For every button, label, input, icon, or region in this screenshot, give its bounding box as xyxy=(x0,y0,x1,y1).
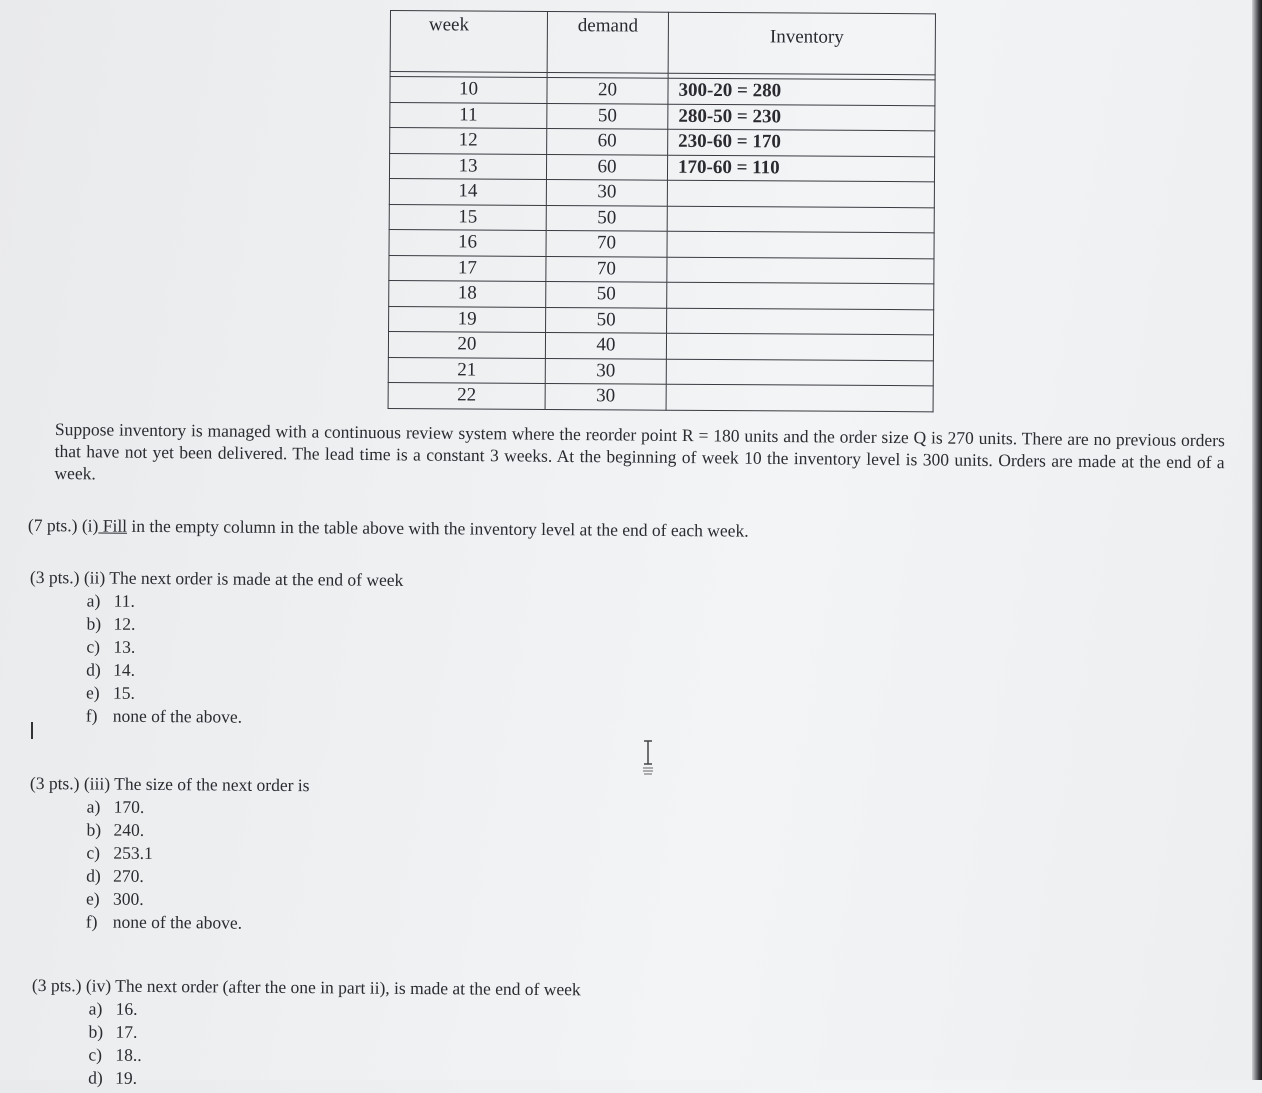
inventory-cell[interactable]: 300-20 = 280 xyxy=(668,78,935,105)
inventory-table-wrapper xyxy=(388,10,936,412)
question-1-fill-word: Fill xyxy=(98,515,128,536)
option-letter: a) xyxy=(86,796,101,817)
question-4-options xyxy=(31,997,581,1093)
week-cell: 22 xyxy=(388,382,545,408)
week-cell: 20 xyxy=(388,331,545,357)
inventory-cell[interactable] xyxy=(667,308,934,335)
question-4-label: (iv) xyxy=(85,975,112,996)
week-cell: 11 xyxy=(390,102,547,128)
option-text: 270. xyxy=(113,865,144,886)
option-letter: f) xyxy=(85,705,98,726)
week-cell: 14 xyxy=(389,178,546,204)
option-item[interactable] xyxy=(86,841,309,866)
screen-edge xyxy=(1252,0,1262,1080)
demand-cell: 40 xyxy=(545,332,666,358)
question-3-text: The size of the next order is xyxy=(114,773,310,796)
demand-cell: 20 xyxy=(547,77,668,103)
table-row xyxy=(390,128,935,157)
week-cell: 10 xyxy=(390,77,547,103)
question-2 xyxy=(29,566,404,730)
problem-statement: Suppose inventory is managed with a continuous review system where the reorder point R = 180 units and the order size Q is 270 units. There are no previous orders that have not yet been delivered. The lead time is a constant 3 weeks. At the beginning of week 10 the inventory level is 300 units. Orders are made at the end of a week. xyxy=(54,418,1225,484)
option-item[interactable] xyxy=(86,818,309,843)
demand-cell: 30 xyxy=(546,179,667,205)
table-row xyxy=(389,178,934,207)
option-letter: f) xyxy=(85,911,98,932)
inventory-cell[interactable] xyxy=(667,206,934,233)
text-cursor xyxy=(31,722,33,739)
option-letter: d) xyxy=(88,1067,103,1088)
option-text: 13. xyxy=(113,636,136,657)
inventory-cell[interactable] xyxy=(666,359,933,386)
inventory-cell[interactable] xyxy=(666,333,933,360)
option-text: 19. xyxy=(115,1067,138,1088)
demand-cell: 30 xyxy=(545,383,666,409)
question-1-label: (i) xyxy=(81,515,99,536)
question-2-points: (3 pts.) xyxy=(29,566,80,588)
demand-cell: 50 xyxy=(546,281,667,307)
option-text: 15. xyxy=(112,682,135,703)
question-3-points: (3 pts.) xyxy=(29,772,80,794)
option-item[interactable] xyxy=(86,658,403,683)
option-item[interactable] xyxy=(86,864,309,889)
table-row xyxy=(389,153,934,182)
inventory-cell[interactable]: 230-60 = 170 xyxy=(668,129,935,156)
demand-cell: 70 xyxy=(546,256,667,282)
week-cell: 15 xyxy=(389,204,546,230)
option-letter: b) xyxy=(88,1021,104,1042)
question-1-points: (7 pts.) xyxy=(27,514,78,536)
option-item[interactable] xyxy=(87,589,404,614)
table-row xyxy=(388,357,933,386)
inventory-cell[interactable]: 280-50 = 230 xyxy=(668,104,935,131)
demand-cell: 30 xyxy=(545,358,666,384)
demand-cell: 50 xyxy=(546,307,667,333)
option-text: 18.. xyxy=(115,1044,142,1065)
option-text: 170. xyxy=(113,796,145,817)
demand-cell: 70 xyxy=(546,230,667,256)
option-item[interactable] xyxy=(86,887,309,912)
question-4-points: (3 pts.) xyxy=(31,974,82,996)
option-letter: b) xyxy=(86,819,102,840)
table-body xyxy=(388,72,935,412)
week-cell: 12 xyxy=(390,128,547,154)
question-3-options xyxy=(29,795,310,935)
header-week: week xyxy=(390,11,547,73)
option-letter: c) xyxy=(88,1044,103,1065)
question-2-text: The next order is made at the end of week xyxy=(109,567,404,590)
inventory-cell[interactable] xyxy=(667,180,934,207)
week-cell: 17 xyxy=(389,255,546,281)
option-letter: d) xyxy=(86,659,101,680)
option-text: none of the above. xyxy=(112,705,243,727)
table-row xyxy=(389,255,934,284)
week-cell: 21 xyxy=(388,357,545,383)
question-1-text: in the empty column in the table above with the inventory level at the end of each week. xyxy=(127,515,749,541)
table-row xyxy=(388,331,933,360)
week-cell: 18 xyxy=(389,280,546,306)
demand-cell: 60 xyxy=(546,154,667,180)
week-cell: 19 xyxy=(389,306,546,332)
option-letter: c) xyxy=(86,842,101,863)
question-4 xyxy=(31,974,581,1093)
option-letter: d) xyxy=(86,865,101,886)
week-cell: 16 xyxy=(389,229,546,255)
inventory-table xyxy=(388,10,936,412)
table-row xyxy=(389,204,934,233)
option-item[interactable] xyxy=(87,795,310,820)
inventory-cell[interactable]: 170-60 = 110 xyxy=(667,155,934,182)
table-header-row xyxy=(390,11,935,75)
option-letter: c) xyxy=(86,636,101,657)
option-text: 11. xyxy=(113,590,136,611)
table-row xyxy=(390,102,935,131)
option-text: none of the above. xyxy=(112,911,243,933)
header-demand: demand xyxy=(547,11,668,73)
option-text: 240. xyxy=(113,819,145,840)
option-letter: a) xyxy=(88,998,103,1019)
question-1 xyxy=(28,514,749,543)
option-text: 17. xyxy=(115,1021,138,1042)
option-text: 12. xyxy=(113,613,136,634)
option-item[interactable] xyxy=(86,910,309,935)
option-item[interactable] xyxy=(86,704,403,729)
question-2-label: (ii) xyxy=(83,567,106,588)
question-3-label: (iii) xyxy=(83,773,111,794)
option-letter: e) xyxy=(85,888,100,909)
option-letter: a) xyxy=(86,590,101,611)
inventory-cell[interactable] xyxy=(667,257,934,284)
inventory-cell[interactable] xyxy=(667,282,934,309)
question-3 xyxy=(29,772,310,935)
demand-cell: 50 xyxy=(546,205,667,231)
week-cell: 13 xyxy=(389,153,546,179)
option-text: 253.1 xyxy=(113,842,153,863)
question-1-stem xyxy=(28,514,749,543)
inventory-cell[interactable] xyxy=(667,231,934,258)
option-item[interactable] xyxy=(86,612,403,637)
option-text: 300. xyxy=(112,888,144,909)
option-text: 16. xyxy=(115,998,138,1019)
table-row xyxy=(388,382,933,411)
option-letter: e) xyxy=(85,682,100,703)
option-item[interactable] xyxy=(86,681,403,706)
option-text: 14. xyxy=(113,659,136,680)
table-row xyxy=(389,229,934,258)
option-letter: b) xyxy=(86,613,102,634)
ibeam-cursor-icon xyxy=(641,740,655,776)
header-inventory: Inventory xyxy=(668,12,935,75)
demand-cell: 50 xyxy=(547,103,668,129)
question-3-stem xyxy=(30,772,310,797)
table-row xyxy=(389,306,934,335)
question-2-stem xyxy=(30,566,404,592)
option-item[interactable] xyxy=(86,635,403,660)
table-row xyxy=(389,280,934,309)
question-2-options xyxy=(29,589,403,730)
demand-cell: 60 xyxy=(547,128,668,154)
question-4-text: The next order (after the one in part ii), is made at the end of week xyxy=(115,975,581,1000)
inventory-cell[interactable] xyxy=(666,384,933,411)
table-row xyxy=(390,77,935,106)
